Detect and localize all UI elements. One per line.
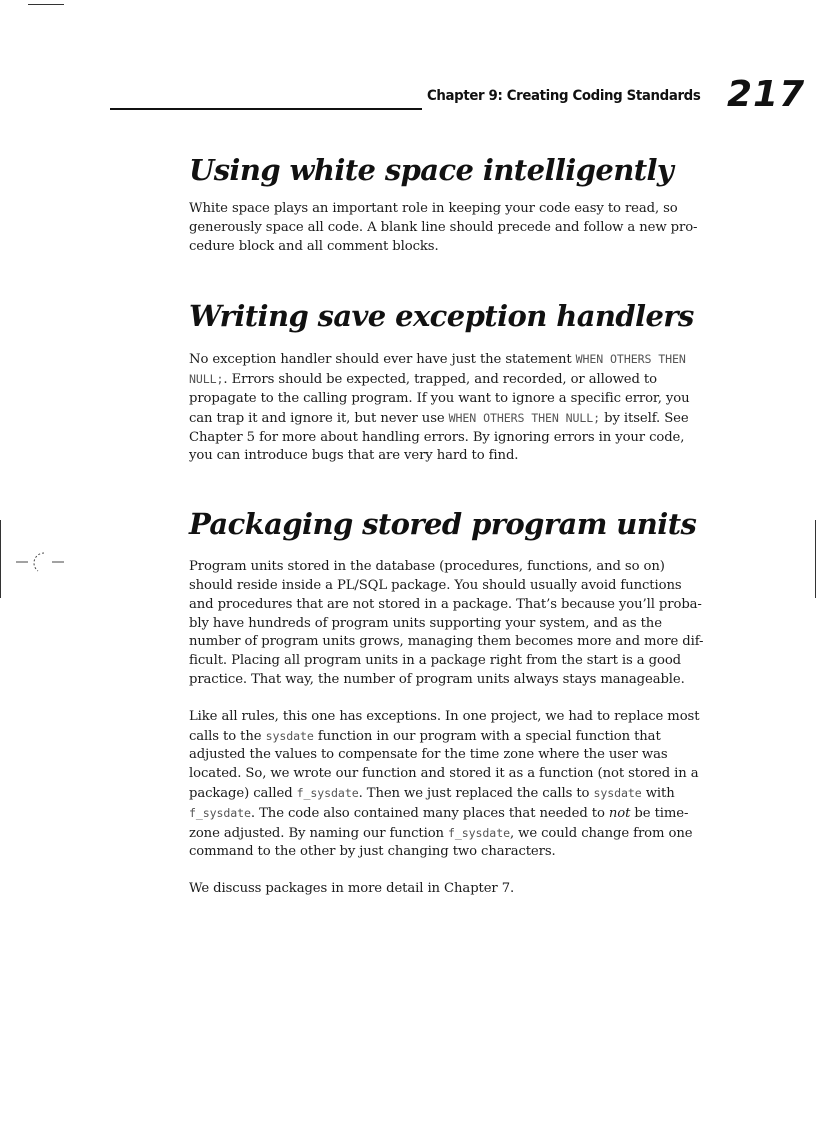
section-heading: Writing save exception handlers [189,299,694,334]
section-heading: Using white space intelligently [189,153,674,187]
inline-code: sysdate [593,785,642,800]
page-number: 217 [727,74,806,115]
body-paragraph: White space plays an important role in keeping your code easy to read, so generously space all code. A blank line should precede and follow a new pro-cedure block and all comment blocks. [189,201,698,254]
page-body [189,146,709,899]
body-paragraph: Program units stored in the database (procedures, functions, and so on) should reside inside a PL/SQL package. You should usually avoid functions and procedures that are not stored in a package. That’s because you’ll proba-bly have hundreds of program units supporting your system, and as the number of program units grows, managing them becomes more and more dif-ficult. Placing all program units in a package right from the start is a good practice. That way, the number of program units always stays manageable. [189,559,704,687]
body-paragraph: We discuss packages in more detail in Chapter 7. [189,881,515,897]
running-head: Chapter 9: Creating Coding Standards [427,88,701,104]
crop-mark-left [0,520,1,598]
registration-mark-icon [16,548,70,576]
body-paragraph: No exception handler should ever have just the statement WHEN OTHERS THEN NULL;. Errors should be expected, trapped, and recorded, or allowed to propagate to the calling program. If you want to ignore a specific error, you can trap it and ignore it, but never use WHEN OTHERS THEN NULL; by itself. See Chapter 5 for more about handling errors. By ignoring errors in your code, you can introduce bugs that are very hard to find. [189,352,690,464]
inline-code: f_sysdate [448,825,510,840]
inline-code: WHEN OTHERS THEN NULL; [189,352,686,387]
header-rule [110,108,422,110]
crop-mark-top [28,4,64,5]
section-heading: Packaging stored program units [189,507,697,542]
body-paragraph: Like all rules, this one has exceptions. In one project, we had to replace most calls to the sysdate function in our program with a special function that adjusted the values to compensate for the time zone where the user was located. So, we wrote our function and stored it as a function (not stored in a package) called f_sysdate. Then we just replaced the calls to sysdate with f_sysdate. The code also contained many places that needed to not be time-zone adjusted. By naming our function f_sysdate, we could change from one command to the other by just changing two characters. [189,708,700,860]
inline-code: f_sysdate [296,785,359,800]
emphasis: not [608,805,631,821]
inline-code: WHEN OTHERS THEN NULL; [448,410,601,425]
inline-code: sysdate [265,728,314,743]
inline-code: f_sysdate [189,805,251,820]
